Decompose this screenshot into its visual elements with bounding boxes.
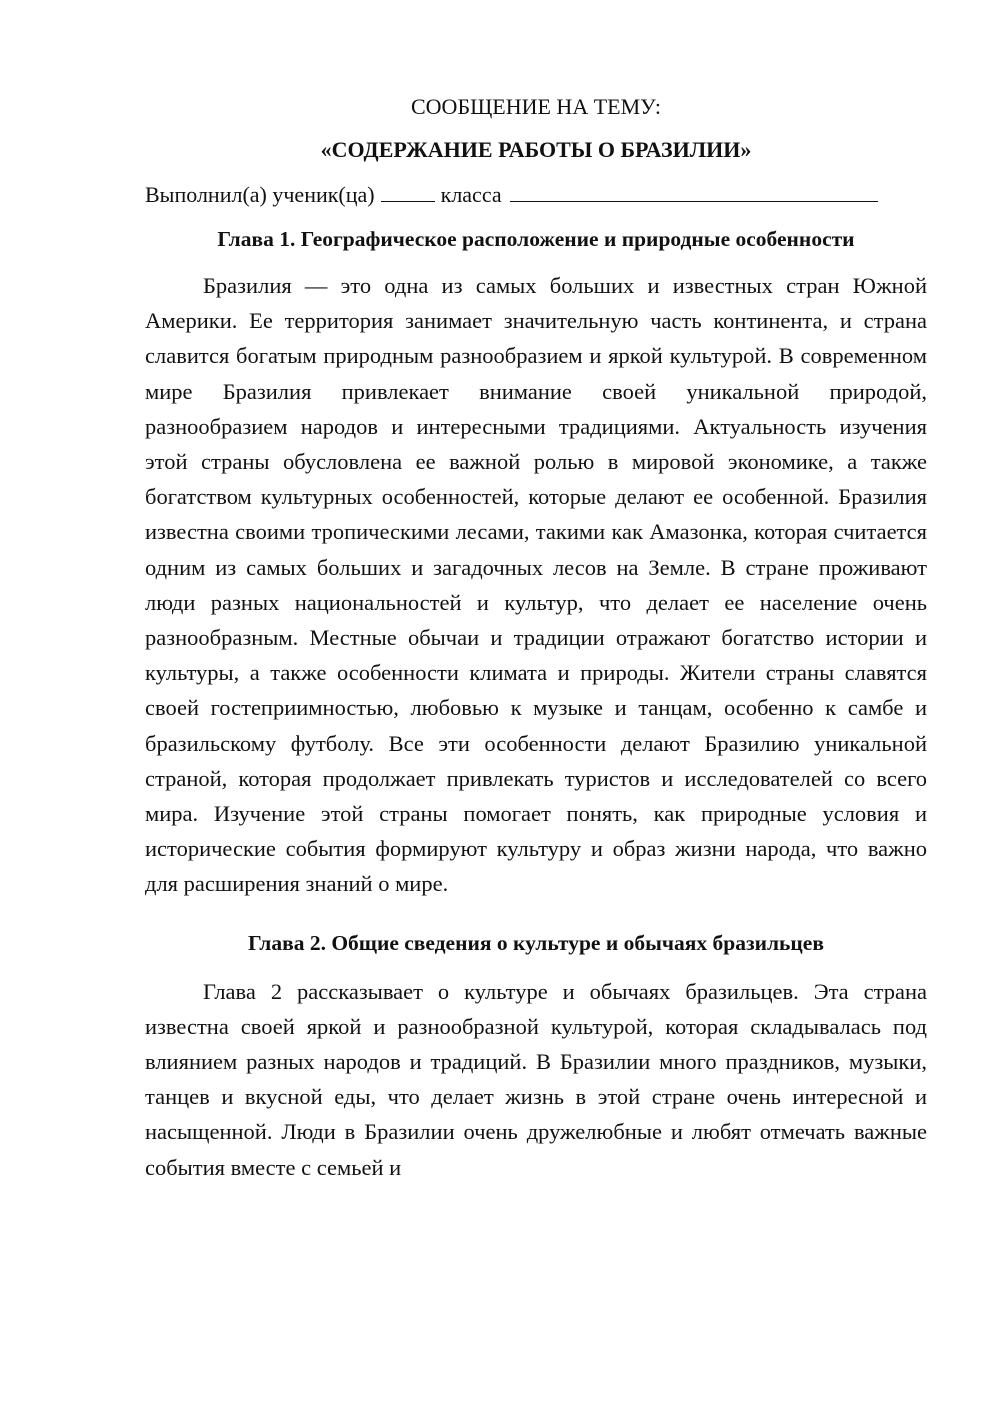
student-name-blank: [510, 181, 878, 202]
class-number-blank: [381, 181, 435, 202]
document-title-line-2: «СОДЕРЖАНИЕ РАБОТЫ О БРАЗИЛИИ»: [320, 137, 752, 162]
chapter-1-heading: Глава 1. Географическое расположение и природные особенности: [217, 227, 855, 251]
document-title-line-1: СООБЩЕНИЕ НА ТЕМУ:: [411, 94, 661, 119]
chapter-2-paragraph: Глава 2 рассказывает о культуре и обычаях бразильцев. Эта страна известна своей яркой и разнообразной культурой, которая складывалась под влиянием разных народов и традиций. В Бразилии много праздников, музыки, танцев и вкусной еды, что делает жизнь в этой стране очень интересной и насыщенной. Люди в Бразилии очень дружелюбные и любят отмечать важные события вместе с семьей и: [145, 978, 927, 1180]
chapter-2-heading: Глава 2. Общие сведения о культуре и обычаях бразильцев: [248, 930, 824, 955]
chapter-1-paragraph: Бразилия — это одна из самых больших и известных стран Южной Америки. Ее территория занимает значительную часть континента, и страна славится богатым природным разнообразием и яркой культурой. В современном мире Бразилия привлекает внимание своей уникальной природой, разнообразием народов и интересными традициями. Актуальность изучения этой страны обусловлена ее важной ролью в мировой экономике, а также богатством культурных особенностей, которые делают ее особенной. Бразилия известна своими тропическими лесами, такими как Амазонка, которая считается одним из самых больших и загадочных лесов на Земле. В стране проживают люди разных национальностей и культур, что делает ее население очень разнообразным. Местные обычаи и традиции отражают богатство истории и культуры, а также особенности климата и природы. Жители страны славятся своей гостеприимностью, любовью к музыке и танцам, особенно к самбе и бразильскому футболу. Все эти особенности делают Бразилию уникальной страной, которая продолжает привлекать туристов и исследователей со всего мира. Изучение этой страны помогает понять, как природные условия и исторические события формируют культуру и образ жизни народа, что важно для расширения знаний о мире.: [145, 273, 927, 897]
class-label: класса: [440, 182, 502, 207]
author-prefix: Выполнил(а) ученик(ца): [145, 182, 375, 207]
author-line: [145, 180, 927, 210]
document-content: [145, 92, 927, 1185]
